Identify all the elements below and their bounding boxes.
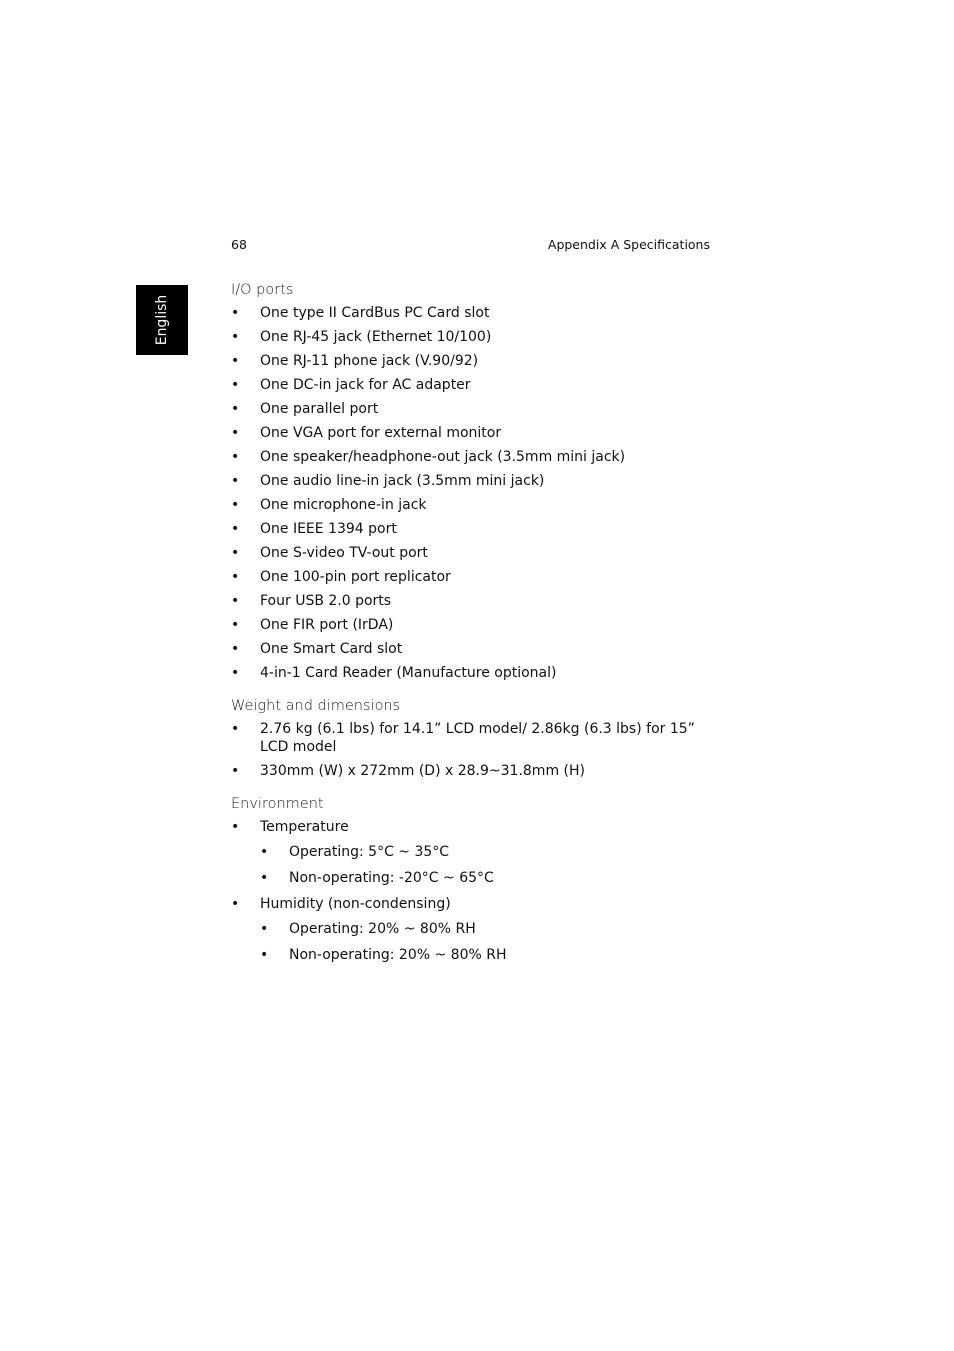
- list-item: • One RJ-45 jack (Ethernet 10/100): [231, 328, 711, 346]
- language-tab-label: English: [154, 294, 170, 346]
- list-item: • One VGA port for external monitor: [231, 424, 711, 442]
- list-item: • One type II CardBus PC Card slot: [231, 304, 711, 322]
- weight-dimensions-list: [231, 720, 711, 780]
- list-item: • One parallel port: [231, 400, 711, 418]
- list-item: • One S-video TV-out port: [231, 544, 711, 562]
- list-item: • One speaker/headphone-out jack (3.5mm mini jack): [231, 448, 711, 466]
- humidity-sublist: [260, 920, 711, 964]
- section-io-ports: [231, 280, 711, 682]
- sub-list-item: • Non-operating: 20% ~ 80% RH: [260, 946, 711, 964]
- sub-list-item: • Operating: 5°C ~ 35°C: [260, 843, 711, 861]
- list-item-temperature: [231, 818, 711, 887]
- section-title: Environment: [231, 796, 324, 812]
- list-item-humidity: [231, 895, 711, 964]
- language-tab: [136, 285, 188, 355]
- list-item: • One FIR port (IrDA): [231, 616, 711, 634]
- sub-list-item: • Non-operating: -20°C ~ 65°C: [260, 869, 711, 887]
- list-item: • One microphone-in jack: [231, 496, 711, 514]
- list-item: • One audio line-in jack (3.5mm mini jack): [231, 472, 711, 490]
- section-title: I/O ports: [231, 282, 294, 298]
- temperature-label: Temperature: [260, 819, 349, 835]
- running-header: Appendix A Specifications: [547, 237, 710, 252]
- list-item: • Four USB 2.0 ports: [231, 592, 711, 610]
- list-item: • 4-in-1 Card Reader (Manufacture optional): [231, 664, 711, 682]
- list-item: • One 100-pin port replicator: [231, 568, 711, 586]
- page-content: [231, 280, 711, 972]
- list-item: • One Smart Card slot: [231, 640, 711, 658]
- environment-list: [231, 818, 711, 964]
- list-item: • One DC-in jack for AC adapter: [231, 376, 711, 394]
- sub-list-item: • Operating: 20% ~ 80% RH: [260, 920, 711, 938]
- section-environment: [231, 794, 711, 964]
- list-item: • One RJ-11 phone jack (V.90/92): [231, 352, 711, 370]
- page-number: 68: [231, 237, 247, 252]
- io-ports-list: [231, 304, 711, 682]
- list-item: • 330mm (W) x 272mm (D) x 28.9~31.8mm (H): [231, 762, 711, 780]
- section-title: Weight and dimensions: [231, 698, 401, 714]
- section-weight-dimensions: [231, 696, 711, 780]
- temperature-sublist: [260, 843, 711, 887]
- list-item: • One IEEE 1394 port: [231, 520, 711, 538]
- humidity-label: Humidity (non-condensing): [260, 896, 451, 912]
- list-item: • 2.76 kg (6.1 lbs) for 14.1” LCD model/ 2.86kg (6.3 lbs) for 15” LCD model: [231, 720, 711, 756]
